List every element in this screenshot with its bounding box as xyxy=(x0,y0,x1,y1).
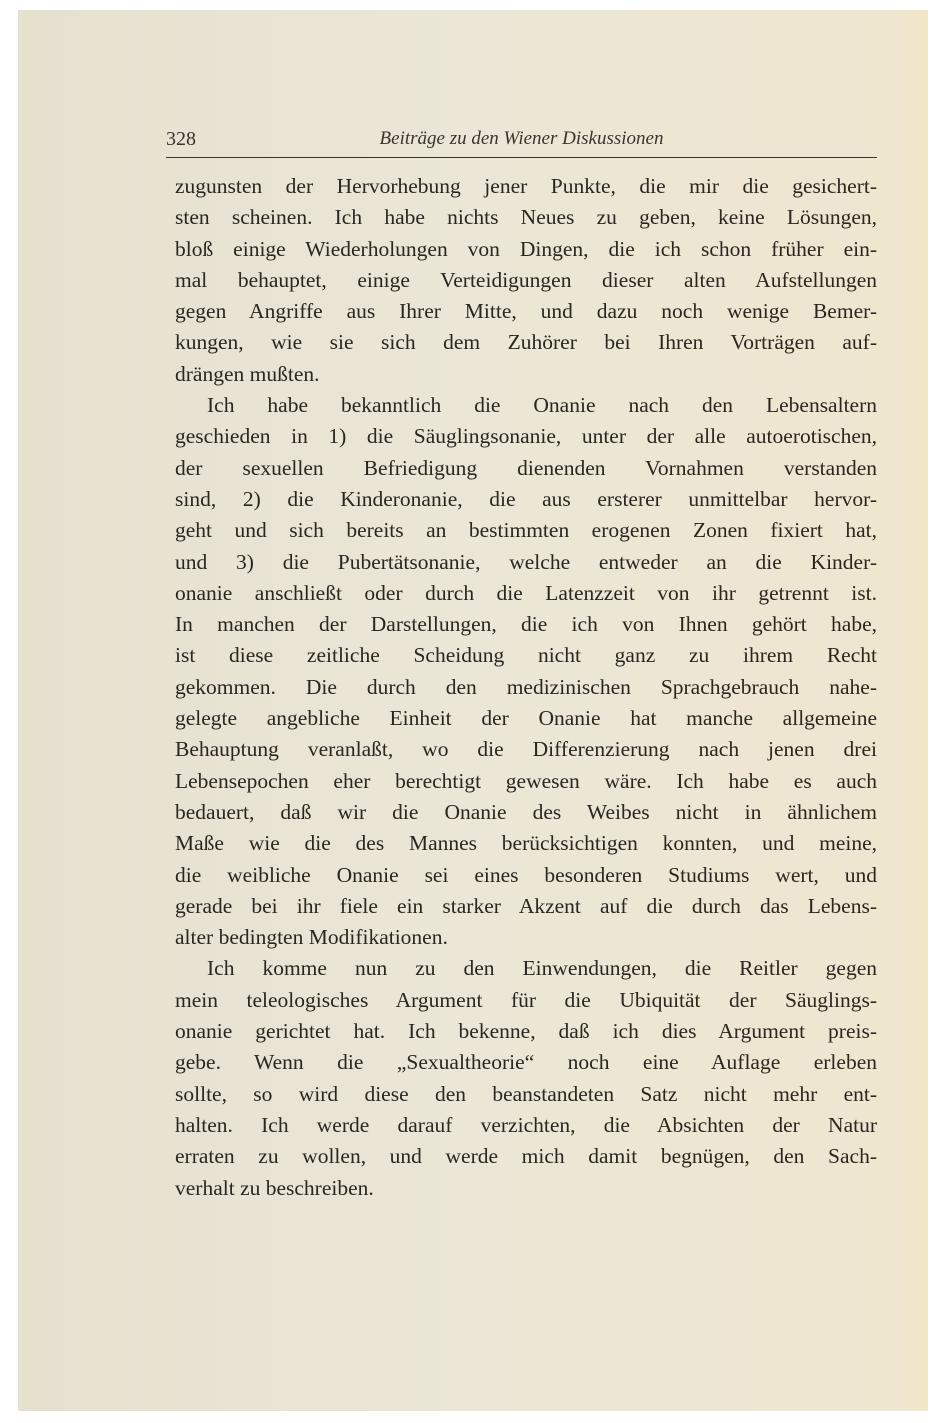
text-line: gekommen. Die durch den medizinischen Sprachgebrauch nahe- xyxy=(175,674,877,699)
text-line: halten. Ich werde darauf verzichten, die Absichten der Natur xyxy=(175,1112,877,1137)
text-line: gebe. Wenn die „Sexualtheorie“ noch eine Auflage erleben xyxy=(175,1050,877,1075)
text-line: mein teleologisches Argument für die Ubiquität der Säuglings- xyxy=(175,987,877,1012)
text-line: Ich komme nun zu den Einwendungen, die Reitler gegen xyxy=(207,956,877,981)
text-line: Ich habe bekanntlich die Onanie nach den Lebensaltern xyxy=(207,393,877,418)
header-rule xyxy=(166,157,877,158)
text-line: sten scheinen. Ich habe nichts Neues zu geben, keine Lösungen, xyxy=(175,205,877,230)
text-line: ist diese zeitliche Scheidung nicht ganz zu ihrem Recht xyxy=(175,643,877,668)
body-text xyxy=(175,171,877,1204)
text-line: geschieden in 1) die Säuglingsonanie, unter der alle autoerotischen, xyxy=(175,424,877,449)
text-line: die weibliche Onanie sei eines besonderen Studiums wert, und xyxy=(175,862,877,887)
text-line: drängen mußten. xyxy=(175,361,320,386)
running-title: Beiträge zu den Wiener Diskussionen xyxy=(379,128,664,149)
text-line: erraten zu wollen, und werde mich damit begnügen, den Sach- xyxy=(175,1144,877,1169)
text-line: Maße wie die des Mannes berücksichtigen konnten, und meine, xyxy=(175,831,877,856)
text-line: sollte, so wird diese den beanstandeten Satz nicht mehr ent- xyxy=(175,1081,877,1106)
text-line: gegen Angriffe aus Ihrer Mitte, und dazu noch wenige Bemer- xyxy=(175,299,877,324)
text-line: und 3) die Pubertätsonanie, welche entweder an die Kinder- xyxy=(175,549,877,574)
text-line: mal behauptet, einige Verteidigungen dieser alten Aufstellungen xyxy=(175,267,877,292)
text-line: kungen, wie sie sich dem Zuhörer bei Ihren Vorträgen auf- xyxy=(175,330,877,355)
text-line: bloß einige Wiederholungen von Dingen, die ich schon früher ein- xyxy=(175,236,877,261)
text-line: In manchen der Darstellungen, die ich von Ihnen gehört habe, xyxy=(175,612,877,637)
text-line: sind, 2) die Kinderonanie, die aus ersterer unmittelbar hervor- xyxy=(175,486,877,511)
book-page xyxy=(18,10,928,1411)
text-line: alter bedingten Modifikationen. xyxy=(175,925,448,950)
text-line: onanie anschließt oder durch die Latenzzeit von ihr getrennt ist. xyxy=(175,580,877,605)
page-number: 328 xyxy=(166,128,196,150)
text-line: geht und sich bereits an bestimmten erogenen Zonen fixiert hat, xyxy=(175,518,877,543)
text-line: gerade bei ihr fiele ein starker Akzent auf die durch das Lebens- xyxy=(175,893,877,918)
text-line: gelegte angebliche Einheit der Onanie hat manche allgemeine xyxy=(175,706,877,731)
text-line: onanie gerichtet hat. Ich bekenne, daß ich dies Argument preis- xyxy=(175,1019,877,1044)
text-line: verhalt zu beschreiben. xyxy=(175,1175,374,1200)
text-line: zugunsten der Hervorhebung jener Punkte, die mir die gesichert- xyxy=(175,174,877,198)
text-line: der sexuellen Befriedigung dienenden Vornahmen verstanden xyxy=(175,455,877,480)
text-line: bedauert, daß wir die Onanie des Weibes nicht in ähnlichem xyxy=(175,799,877,824)
text-line: Lebensepochen eher berechtigt gewesen wäre. Ich habe es auch xyxy=(175,768,877,793)
text-line: Behauptung veranlaßt, wo die Differenzierung nach jenen drei xyxy=(175,737,877,762)
